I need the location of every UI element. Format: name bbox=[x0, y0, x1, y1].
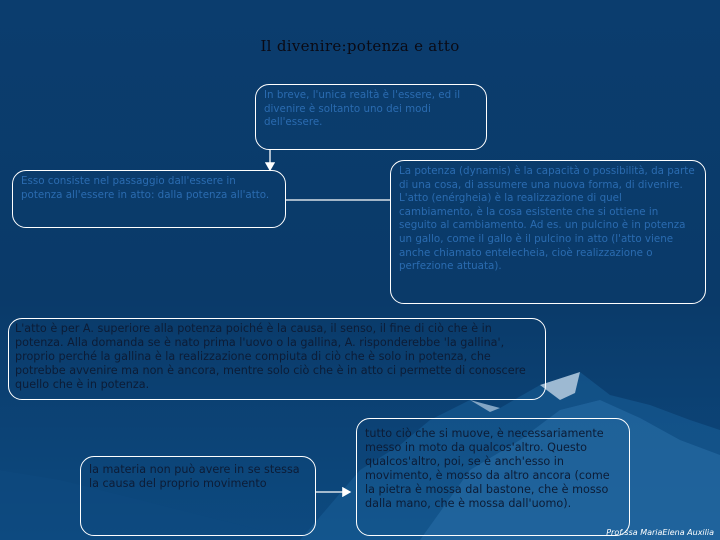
definition-box bbox=[390, 160, 706, 304]
definition-text: La potenza (dynamis) è la capacità o possibilità, da parte di una cosa, di assumere una nuova forma, di divenire. L'atto (enérgheia) è la realizzazione di quel cambiamento, è la cosa esistente che si ottiene in seguito al cambiamento. Ad es. un pulcino è in potenza un gallo, come il gallo è il pulcino in atto (l'atto viene anche chiamato entelecheia, cioè realizzazione o perfezione attuata). bbox=[399, 165, 695, 273]
motion-box bbox=[356, 418, 630, 536]
author-credit: Prof.ssa MariaElena Auxilia bbox=[606, 528, 714, 537]
summary-text: In breve, l'unica realtà è l'essere, ed il divenire è soltanto uno dei modi dell'essere. bbox=[264, 89, 461, 129]
matter-box bbox=[80, 456, 316, 536]
motion-text: tutto ciò che si muove, è necessariamente messo in moto da qualcos'altro. Questo qualcos'altro, poi, se è anch'esso in movimento, è mosso da altro ancora (come la pietra è mossa dal bastone, che è mosso dalla mano, che è mossa dall'uomo). bbox=[365, 427, 610, 510]
priority-text: L'atto è per A. superiore alla potenza poiché è la causa, il senso, il fine di ciò che è in potenza. Alla domanda se è nato prima l'uovo o la gallina, A. risponderebbe 'la gallina', proprio perché la gallina è la realizzazione compiuta di ciò che è solo in potenza, che potrebbe avvenire ma non è ancora, mentre solo ciò che è in atto ci permette di conoscere quello che è in potenza. bbox=[15, 322, 526, 391]
matter-text: la materia non può avere in se stessa la causa del proprio movimento bbox=[89, 463, 300, 490]
slide-title: Il divenire:potenza e atto bbox=[260, 37, 460, 55]
passage-box bbox=[12, 170, 286, 228]
priority-box bbox=[8, 318, 546, 400]
summary-box bbox=[255, 84, 487, 150]
passage-text: Esso consiste nel passaggio dall'essere in potenza all'essere in atto: dalla potenza all'atto. bbox=[21, 175, 270, 201]
